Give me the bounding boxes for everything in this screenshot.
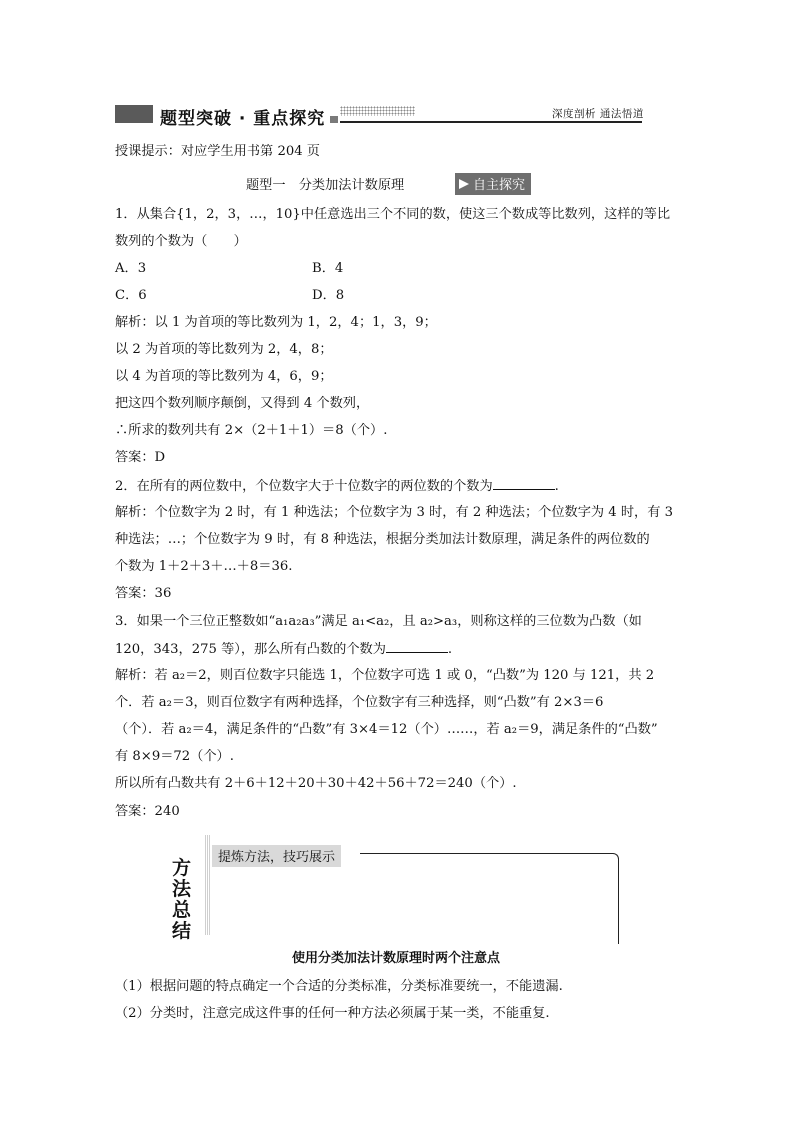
header-square <box>330 116 338 123</box>
method-corner <box>608 853 619 944</box>
q1-option-b: B．4 <box>312 261 344 276</box>
q1-solution-2: 以 2 为首项的等比数列为 2，4，8； <box>115 342 333 357</box>
q1-solution-4: 把这四个数列顺序颠倒，又得到 4 个数列， <box>115 396 370 411</box>
q3-solution-5: 所以所有凸数共有 2＋6＋12＋20＋30＋42＋56＋72＝240（个）. <box>115 776 517 791</box>
q1-option-a: A．3 <box>115 261 147 276</box>
q3-answer: 答案：240 <box>115 804 180 819</box>
q1-line2: 数列的个数为（ ） <box>115 234 247 249</box>
method-top-rule <box>360 853 612 854</box>
method-side-label: 方法总结 <box>172 857 192 942</box>
method-title: 使用分类加法计数原理时两个注意点 <box>292 951 501 966</box>
type-heading: 题型一 分类加法计数原理 <box>246 178 405 193</box>
header-tag: 深度剖析 通法悟道 <box>552 108 644 120</box>
q1-solution-1: 解析：以 1 为首项的等比数列为 1，2，4；1，3，9； <box>115 315 437 330</box>
q2-answer: 答案：36 <box>115 586 172 601</box>
method-point-1: （1）根据问题的特点确定一个合适的分类标准，分类标准要统一，不能遗漏. <box>115 979 563 994</box>
play-icon <box>459 179 469 189</box>
method-side-bar <box>205 835 211 935</box>
q3-solution-1: 解析：若 a₂＝2，则百位数字只能选 1，个位数字可选 1 或 0，“凸数”为 120 与 121，共 2 <box>115 668 655 683</box>
q2-solution-3: 个数为 1＋2＋3＋…＋8＝36. <box>115 559 293 574</box>
q2-line1 <box>115 477 559 496</box>
q2-solution-1: 解析：个位数字为 2 时，有 1 种选法；个位数字为 3 时，有 2 种选法；个位数字为 4 时，有 3 <box>115 505 674 520</box>
q2-period: . <box>554 479 559 494</box>
self-explore-badge <box>455 173 531 195</box>
q3-answer-blank <box>386 640 448 653</box>
q3-solution-2: 个．若 a₂＝3，则百位数字有两种选择，个位数字有三种选择，则“凸数”有 2×3＝6 <box>115 695 604 710</box>
q1-line1: 1．从集合{1，2，3，…，10}中任意选出三个不同的数，使这三个数成等比数列，这样的等比 <box>115 207 671 222</box>
hint-text: 授课提示：对应学生用书第 204 页 <box>115 144 320 159</box>
q1-option-c: C．6 <box>115 288 147 303</box>
q3-line1: 3．如果一个三位正整数如“a₁a₂a₃”满足 a₁<a₂，且 a₂>a₃，则称这样的三位数为凸数（如 <box>115 614 642 629</box>
q3-line2 <box>115 640 452 659</box>
q1-solution-5: ∴所求的数列共有 2×（2＋1＋1）＝8（个）. <box>115 423 388 438</box>
method-point-2: （2）分类时，注意完成这件事的任何一种方法必须属于某一类，不能重复. <box>115 1006 550 1021</box>
q3-solution-4: 有 8×9＝72（个）. <box>115 749 234 764</box>
section-title: 题型突破 · 重点探究 <box>160 109 326 129</box>
q2-text: 2．在所有的两位数中，个位数字大于十位数字的两位数的个数为 <box>115 479 493 494</box>
badge-label: 自主探究 <box>473 178 526 193</box>
q1-solution-3: 以 4 为首项的等比数列为 4，6，9； <box>115 369 333 384</box>
q2-solution-2: 种选法；…；个位数字为 9 时，有 8 种选法，根据分类加法计数原理，满足条件的两位数的 <box>115 532 650 547</box>
q3-period: . <box>447 642 453 657</box>
header-rule <box>340 121 642 123</box>
q3-text: 120，343，275 等），那么所有凸数的个数为 <box>115 642 386 657</box>
method-tab: 提炼方法，技巧展示 <box>212 845 341 867</box>
header-dots <box>340 106 415 116</box>
q1-answer: 答案：D <box>115 450 166 465</box>
q1-option-d: D．8 <box>312 288 345 303</box>
header-block <box>115 105 153 123</box>
q2-answer-blank <box>493 477 555 490</box>
q3-solution-3: （个）．若 a₂＝4，满足条件的“凸数”有 3×4＝12（个）……，若 a₂＝9，满足条件的“凸数” <box>115 722 658 737</box>
